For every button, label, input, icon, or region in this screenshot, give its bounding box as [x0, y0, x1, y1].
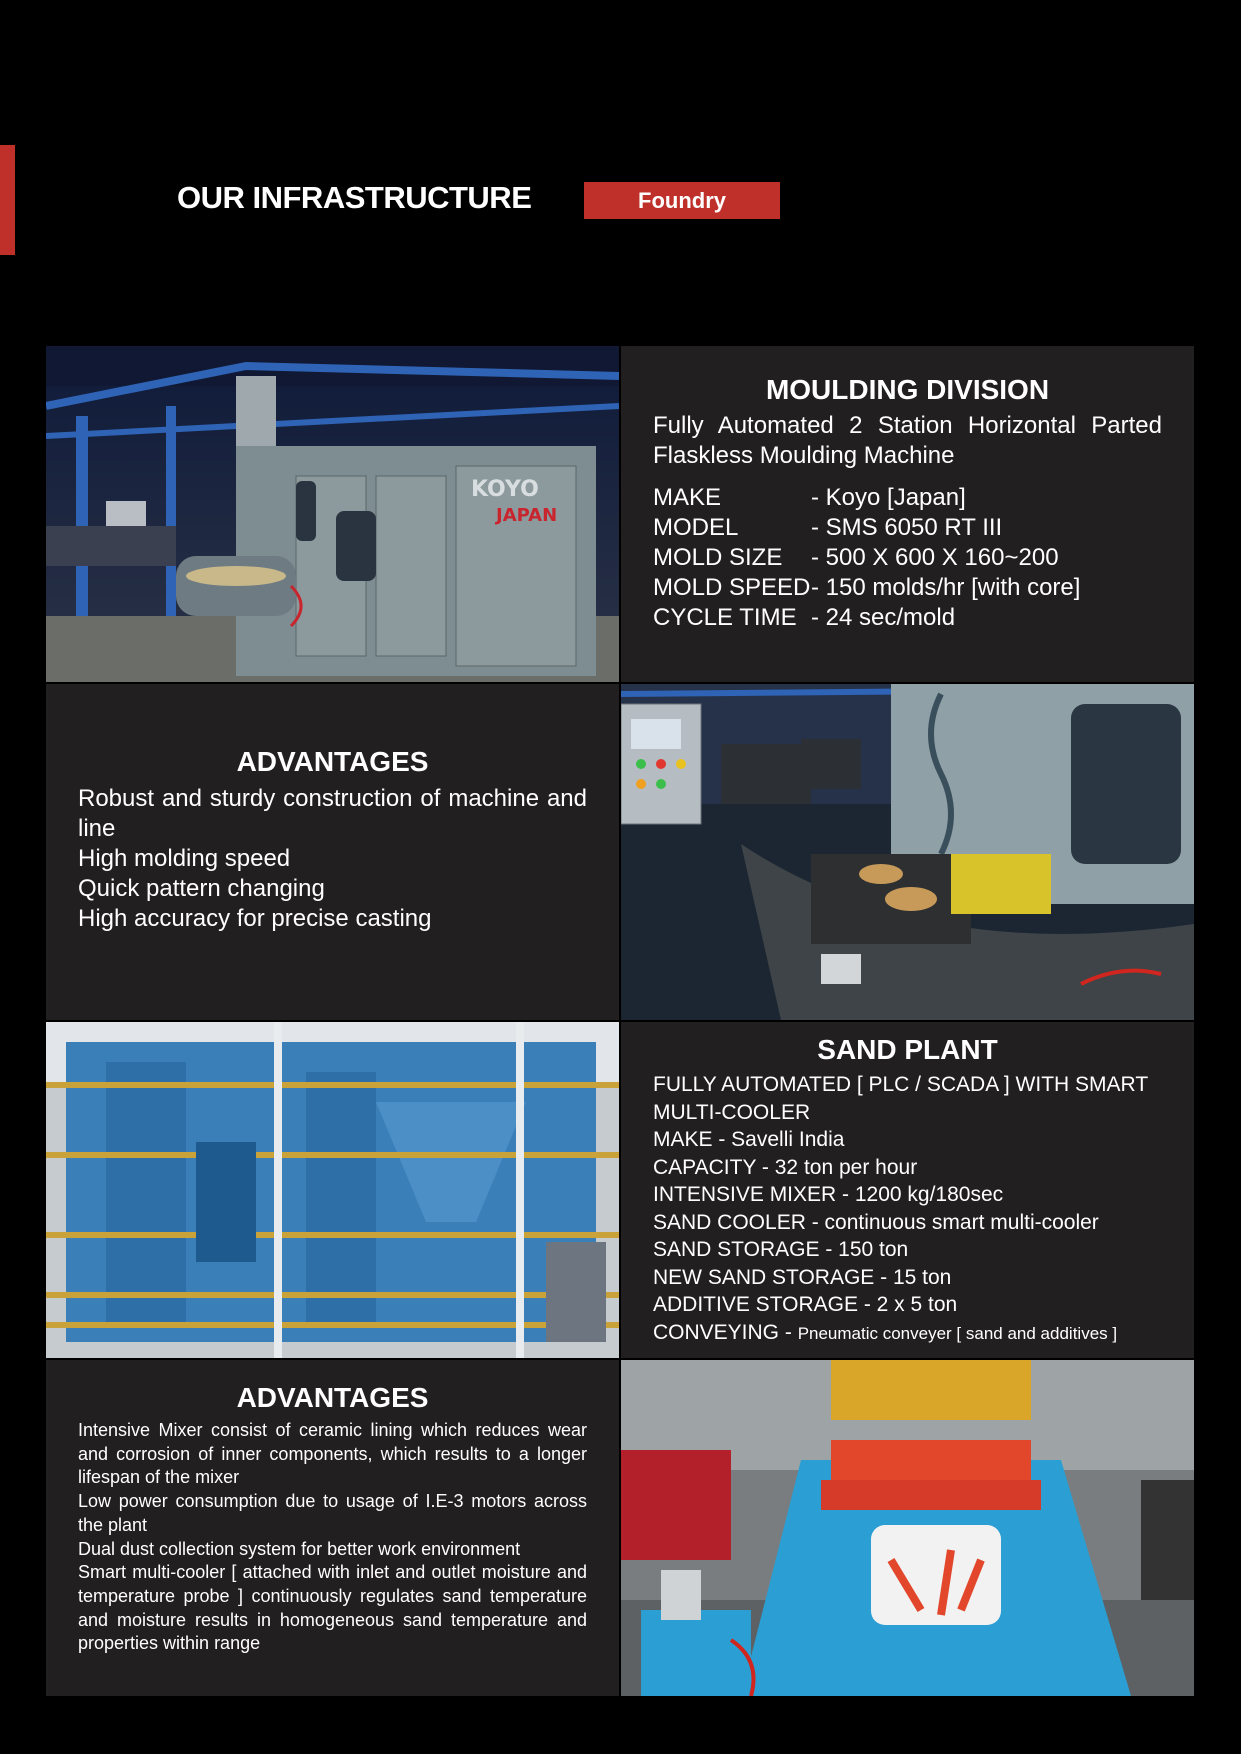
sand-plant-line: MAKE - Savelli India [653, 1128, 845, 1151]
sand-plant-panel [621, 1022, 1194, 1358]
sand-plant-line: SAND COOLER - continuous smart multi-cooler [653, 1210, 1099, 1234]
content-grid [46, 346, 1194, 1696]
sand-plant-line: SAND STORAGE - 150 ton [653, 1238, 909, 1261]
section-tag: Foundry [584, 182, 780, 219]
moulding-line-photo [621, 684, 1194, 1020]
advantage-item: Low power consumption due to usage of I.E-3 motors across the plant [78, 1491, 587, 1535]
sand-plant-photo [46, 1022, 619, 1358]
sand-plant-specs [653, 1071, 1162, 1347]
sand-advantages-panel [46, 1360, 619, 1696]
accent-bar [0, 145, 15, 255]
sand-plant-line: ADDITIVE STORAGE - 2 x 5 ton [653, 1293, 958, 1316]
moulding-specs [653, 483, 1162, 633]
intensive-mixer-photo [621, 1360, 1194, 1696]
page-title: OUR INFRASTRUCTURE [177, 180, 532, 215]
sand-plant-line: INTENSIVE MIXER - 1200 kg/180sec [653, 1183, 1004, 1206]
advantage-item: Dual dust collection system for better work environment [78, 1538, 521, 1559]
spec-row: CYCLE TIME - 24 sec/mold [653, 604, 956, 631]
sand-advantages-list [78, 1419, 587, 1656]
conveying-line: CONVEYING - Pneumatic conveyer [ sand and additives ] [653, 1320, 1118, 1344]
advantage-item: Quick pattern changing [78, 875, 325, 902]
koyo-logo: KOYO [471, 477, 539, 502]
spec-row: MOLD SPEED - 150 molds/hr [with core] [653, 574, 1081, 601]
sand-plant-line: FULLY AUTOMATED [ PLC / SCADA ] WITH SMART [653, 1073, 1149, 1096]
moulding-division-heading: MOULDING DIVISION [765, 374, 1050, 405]
spec-row: MAKE - Koyo [Japan] [653, 484, 966, 511]
advantage-item: Smart multi-cooler [ attached with inlet and outlet moisture and temperature probe ] continuously regulates sand temperature and moisture results in homogeneous sand temperature and properties within range [78, 1562, 587, 1654]
advantage-item: High accuracy for precise casting [78, 905, 432, 932]
sand-plant-line: MULTI-COOLER [653, 1100, 811, 1124]
advantages-heading: ADVANTAGES [236, 746, 429, 777]
advantages-heading: ADVANTAGES [236, 1382, 429, 1413]
sand-plant-heading: SAND PLANT [817, 1034, 998, 1065]
moulding-machine-photo [46, 346, 619, 682]
advantage-item: Robust and sturdy construction of machine and line [78, 785, 587, 842]
advantage-item: Intensive Mixer consist of ceramic lining which reduces wear and corrosion of inner components, which results to a longer lifespan of the mixer [78, 1420, 587, 1488]
moulding-advantages-panel [46, 684, 619, 1020]
sand-plant-line: CAPACITY - 32 ton per hour [653, 1155, 918, 1179]
japan-logo: JAPAN [496, 505, 558, 526]
moulding-description: Fully Automated 2 Station Horizontal Parted Flaskless Moulding Machine [653, 412, 1162, 469]
sand-plant-line: NEW SAND STORAGE - 15 ton [653, 1265, 952, 1289]
moulding-division-panel [621, 346, 1194, 682]
spec-row: MOLD SIZE - 500 X 600 X 160~200 [653, 544, 1059, 571]
spec-row: MODEL - SMS 6050 RT III [653, 514, 1003, 541]
advantage-item: High molding speed [78, 845, 291, 872]
